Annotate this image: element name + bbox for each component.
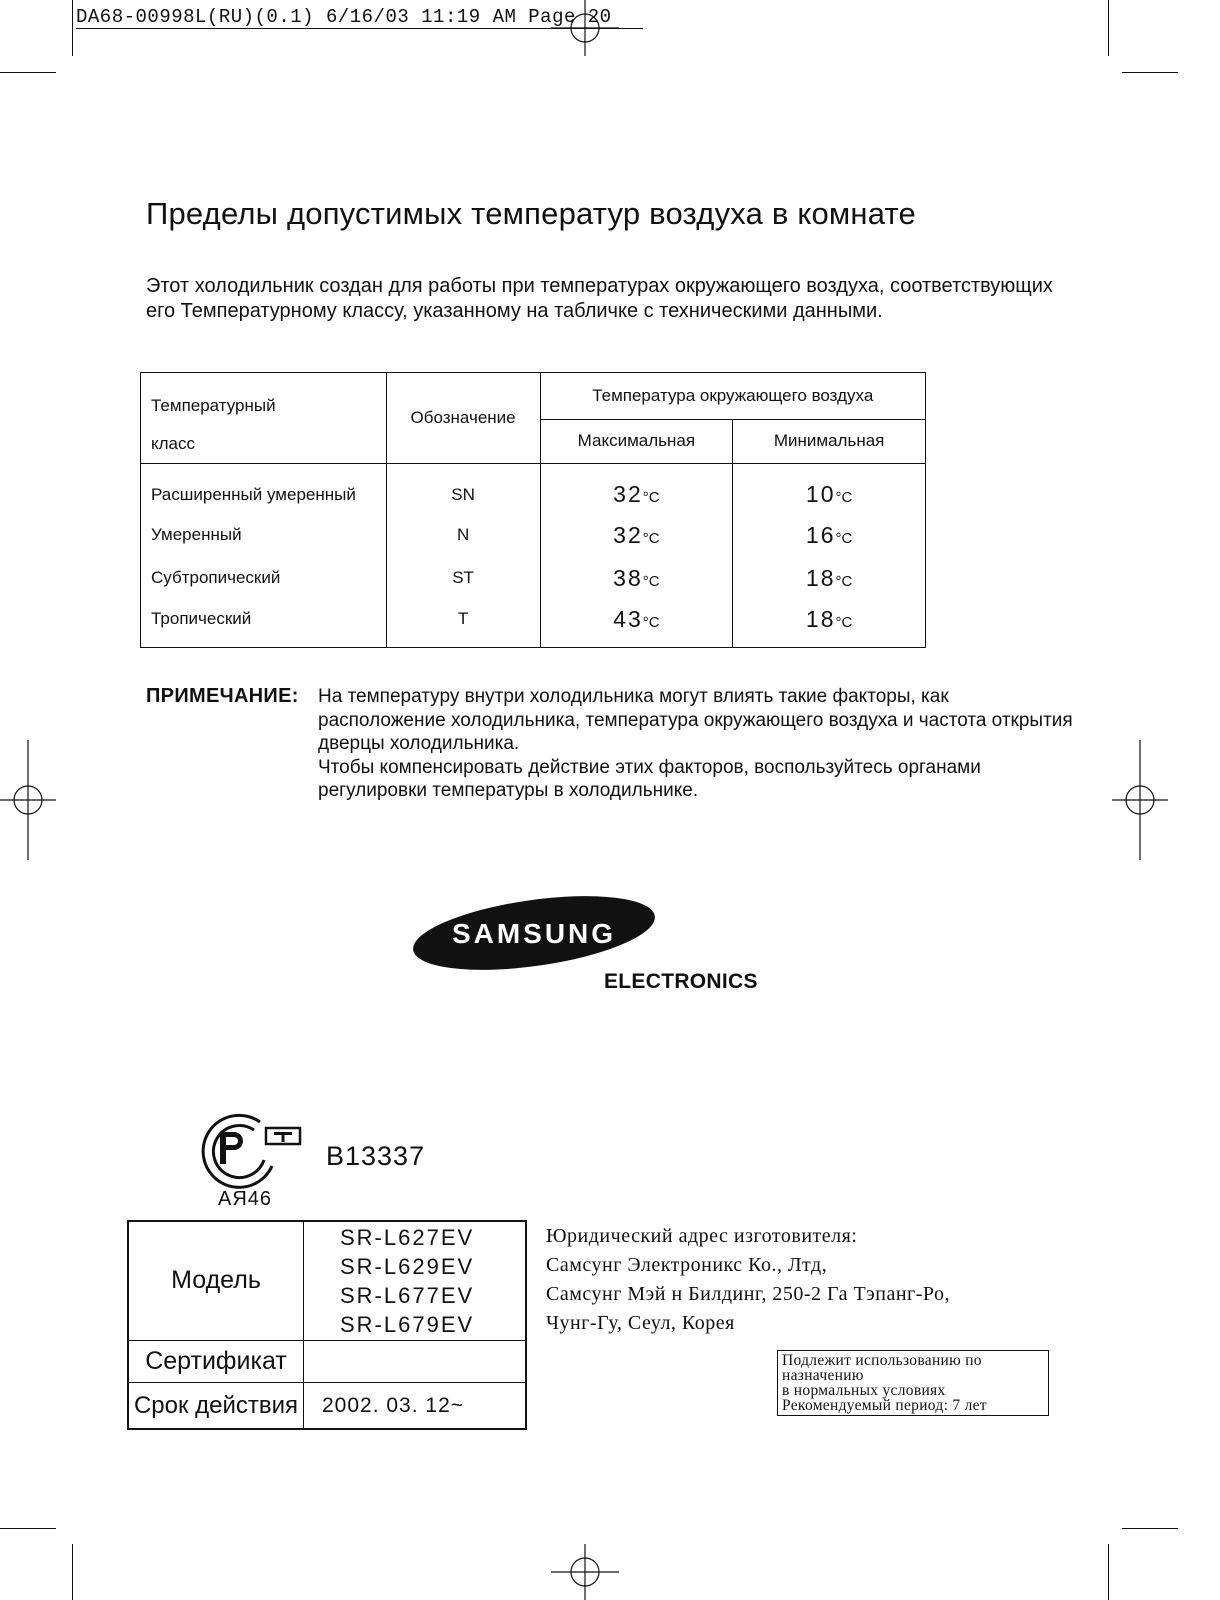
note-paragraph-1: На температуру внутри холодильника могут влиять такие факторы, как расположение холодильника, температура окружающего воздуха и частота открытия дверцы холодильника. — [318, 686, 1073, 754]
model-list — [303, 1221, 526, 1340]
model-item: SR-L627EV — [339, 1224, 475, 1250]
temperature-class-table — [140, 372, 926, 648]
samsung-logo — [410, 896, 658, 970]
table-row: Тропический T 43°C 18°C — [141, 600, 926, 648]
validity-label: Срок действия — [128, 1383, 303, 1429]
address-line: Самсунг Электроникс Ко., Лтд, — [546, 1254, 828, 1276]
table-row: Расширенный умеренный SN 32°C 10°C — [141, 464, 926, 514]
header-max: Максимальная — [540, 419, 733, 463]
model-label: Модель — [128, 1221, 303, 1340]
electronics-label: ELECTRONICS — [604, 970, 758, 993]
print-slug: DA68-00998L(RU)(0.1) 6/16/03 11:19 AM Page 20 — [76, 6, 612, 28]
model-item: SR-L629EV — [339, 1253, 475, 1279]
header-min: Минимальная — [733, 419, 926, 463]
table-row: Умеренный N 32°C 16°C — [141, 514, 926, 557]
manufacturer-address — [546, 1222, 950, 1338]
gost-body-code: АЯ46 — [218, 1188, 273, 1210]
header-ambient-temperature: Температура окружающего воздуха — [540, 373, 926, 420]
model-item: SR-L679EV — [339, 1311, 475, 1337]
note-text — [318, 685, 1078, 803]
address-line: Самсунг Мэй н Билдинг, 250-2 Га Тэпанг-Ро, — [546, 1283, 951, 1305]
validity-value: 2002. 03. 12~ — [303, 1383, 526, 1429]
note-label: ПРИМЕЧАНИЕ: — [146, 685, 299, 707]
address-line: Чунг-Гу, Сеул, Корея — [546, 1312, 735, 1334]
gost-r-mark-icon — [196, 1108, 308, 1190]
gost-certificate-code: B13337 — [326, 1141, 426, 1171]
header-temperature-class: Температурный класс — [141, 373, 387, 464]
note-paragraph-2: Чтобы компенсировать действие этих факторов, воспользуйтесь органами регулировки температуры в холодильнике. — [318, 756, 981, 801]
intro-paragraph: Этот холодильник создан для работы при температурах окружающего воздуха, соответствующих его Температурному классу, указанному на табличке с техническими данными. — [146, 275, 1053, 322]
usage-period-box: Подлежит использованию по назначению в нормальных условиях Рекомендуемый период: 7 лет — [777, 1350, 1049, 1416]
model-item: SR-L677EV — [339, 1282, 475, 1308]
page-title: Пределы допустимых температур воздуха в комнате — [146, 196, 916, 231]
header-symbol: Обозначение — [386, 373, 540, 464]
model-certificate-table — [127, 1220, 527, 1430]
table-row: Субтропический ST 38°C 18°C — [141, 557, 926, 600]
address-heading: Юридический адрес изготовителя: — [546, 1225, 858, 1247]
samsung-wordmark: SAMSUNG — [451, 918, 617, 949]
certificate-label: Сертификат — [128, 1340, 303, 1382]
certificate-value — [303, 1340, 526, 1382]
